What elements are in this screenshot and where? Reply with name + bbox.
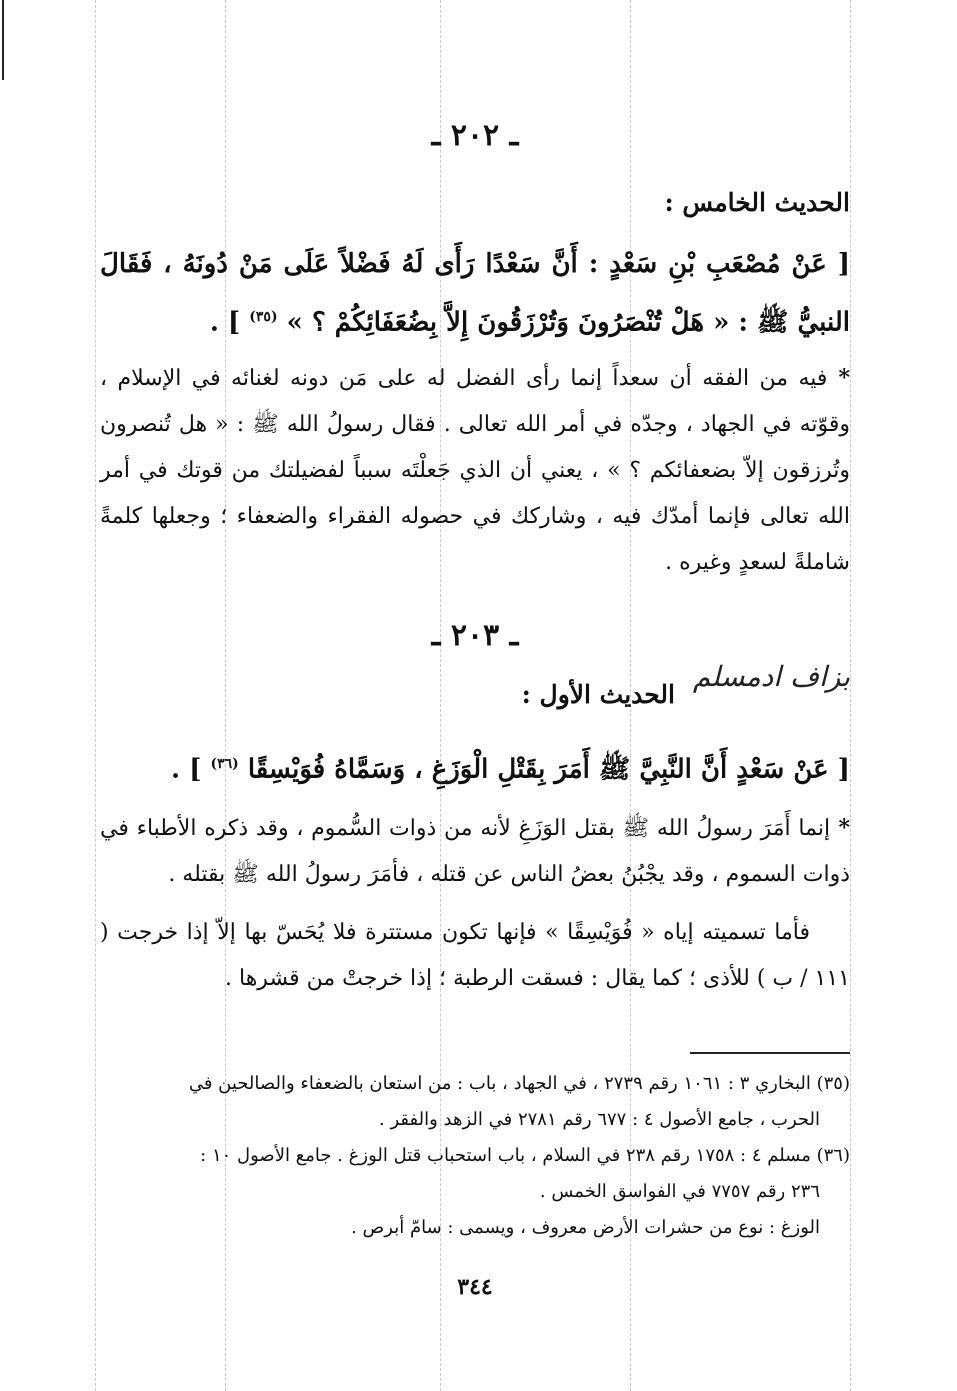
footnote-marker[interactable]: (٣٥) [249, 309, 278, 325]
page-number: ٣٤٤ [457, 1274, 493, 1300]
section-label: الحديث الخامس : [664, 188, 850, 217]
hadith-number-heading: ـ ٢٠٢ ـ [431, 118, 519, 153]
hadith-text [100, 238, 850, 350]
hadith-body: [ عَنْ سَعْدٍ أَنَّ النَّبِيَّ ﷺ أَمَرَ بِقَتْلِ الْوَزَغِ ، وَسَمَّاهُ فُوَيْسِقًا [247, 754, 850, 785]
section-label: الحديث الأول : [521, 680, 675, 709]
scan-guide-line [850, 0, 851, 1391]
commentary-paragraph [100, 910, 850, 1002]
commentary-paragraph: * فيه من الفقه أن سعداً إنما رأى الفضل له على مَن دونه لغنائه في الإسلام ، وقوّته في الجهاد ، وجدّه في أمر الله تعالى . فقال رسولُ الله ﷺ : « هل تُنصرون وتُرزقون إلاّ بضعفائكم ؟ » ، يعني أن الذي جَعلْتَه سبباً لفضيلتك من قوتك في أمر الله تعالى فإنما أمدّك فيه ، وشاركك في حصوله الفقراء والضعفاء ؛ وجعلها كلمةً شاملةً لسعدٍ وغيره . [100, 365, 850, 575]
footnote-35: (٣٥) البخاري ٣ : ١٠٦١ رقم ٢٧٣٩ ، في الجهاد ، باب : من استعان بالضعفاء والصالحين في [188, 1073, 850, 1094]
footnote-36: (٣٦) مسلم ٤ : ١٧٥٨ رقم ٢٣٨ في السلام ، باب استحباب قتل الوزغ . جامع الأصول ١٠ : [200, 1145, 850, 1166]
footnote-36-note: الوزغ : نوع من حشرات الأرض معروف ، ويسمى : سامّ أبرص . [351, 1217, 820, 1238]
commentary-text: فيه من الفقه أن سعداً إنما رأى الفضل له على مَن دونه لغنائه في الإسلام ، وقوّته في الجهاد ، وجدّه في أمر الله تعالى . فقال رسولُ الله ﷺ : « هل تُنصرون وتُرزقون إلاّ بضعفائكم ؟ » ، يعني أن الذي جَعلْتَه سبباً لفضيلتك من قوتك في أمر الله تعالى فإنما أمدّك فيه ، وشاركك في حصوله الفقراء والضعفاء ؛ وجعلها كلمةً شاملةً لسعدٍ وغيره . [100, 366, 850, 575]
scan-guide-line [95, 0, 96, 1391]
footnote-36-cont: ٢٣٦ رقم ٧٧٥٧ في الفواسق الخمس . [539, 1181, 820, 1202]
footnotes [100, 1066, 850, 1246]
hadith-text [100, 738, 850, 797]
scan-edge-line [2, 0, 4, 80]
hadith-close: ] . [171, 754, 202, 785]
book-page [100, 0, 850, 1391]
hadith-body: [ عَنْ مُصْعَبِ بْنِ سَعْدٍ : أَنَّ سَعْدًا رَأَى لَهُ فَضْلاً عَلَى مَنْ دُونَهُ ، فَقَالَ النبيُّ ﷺ : « هَلْ تُنْصَرُونَ وَتُرْزَقُونَ إِلاَّ بِضُعَفَائِكُمْ ؟ » [100, 249, 850, 338]
commentary-text: فأما تسميته إياه « فُوَيْسِقًا » فإنها تكون مستترة فلا يُحَسّ بها إلاّ إذا خرجت ( ١١١ / ب ) للأذى ؛ كما يقال : فسقت الرطبة ؛ إذا خرجتْ من قشرها . [100, 920, 850, 991]
commentary-paragraph: * إنما أَمَرَ رسولُ الله ﷺ بقتل الوَزَغِ لأنه من ذوات السُّموم ، وقد ذكره الأطباء في ذوات السموم ، وقد يجْبُنُ بعضُ الناس عن قتله ، فأمَرَ رسولُ الله ﷺ بقتله . [100, 815, 850, 887]
footnote-divider [690, 1052, 850, 1054]
hadith-number-heading: ـ ٢٠٣ ـ [431, 618, 519, 653]
footnote-marker[interactable]: (٣٦) [210, 756, 239, 772]
footnote-35-cont: الحرب ، جامع الأصول ٤ : ٦٧٧ رقم ٢٧٨١ في الزهد والفقر . [379, 1109, 820, 1130]
seal-stamp: بزاف ادمسلم [692, 660, 850, 693]
hadith-close: ] . [209, 307, 241, 338]
commentary-text: إنما أَمَرَ رسولُ الله ﷺ بقتل الوَزَغِ لأنه من ذوات السُّموم ، وقد ذكره الأطباء في ذوات السموم ، وقد يجْبُنُ بعضُ الناس عن قتله ، فأمَرَ رسولُ الله ﷺ بقتله . [100, 816, 850, 887]
